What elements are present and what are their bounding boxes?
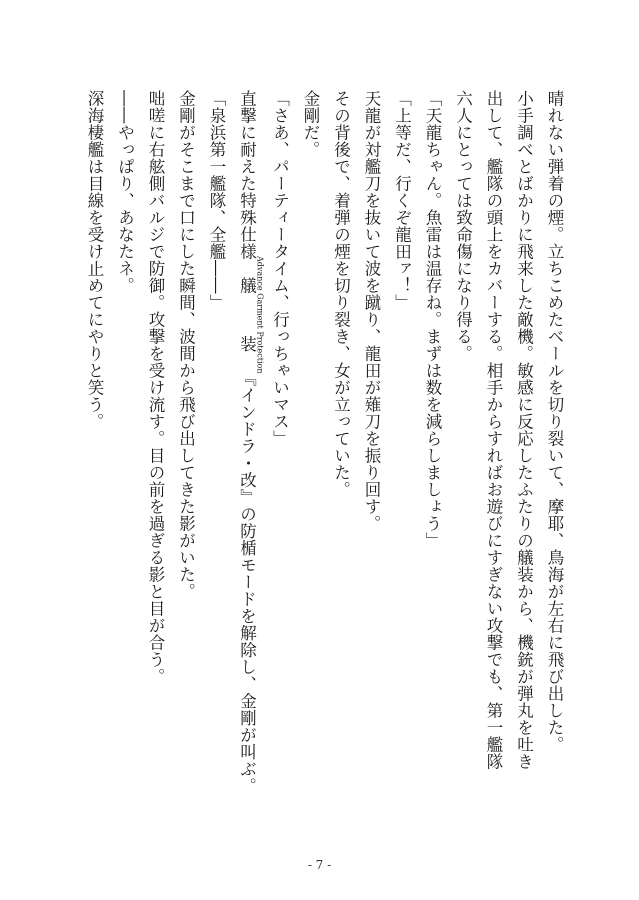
text-line-8: その背後で、着弾の煙を切り裂き、女が立っていた。 — [331, 90, 351, 498]
text-line-7: 天龍が対艦刀を抜いて波を蹴り、龍田が薙刀を振り回す。 — [362, 90, 381, 532]
vertical-text-body — [69, 90, 569, 830]
text-line-ruby — [231, 90, 264, 830]
text-line-2: 小手調べとばかりに飛来した敵機。敏感に反応したふたりの艤装から、機銃が弾丸を吐き — [514, 90, 534, 770]
text-line-13: 金剛がそこまで口にした瞬間、波間から飛び出してきた影がいた。 — [176, 90, 196, 600]
text-line-1: 晴れない弾着の煙。立ちこめたベールを切り裂いて、摩耶、鳥海が左右に飛び出した。 — [545, 90, 564, 753]
ruby-text: Advance Garment Protection — [255, 256, 265, 374]
ruby-line-before: 直撃に耐えた特殊仕様 — [237, 90, 257, 260]
text-line-6: 「上等だ、行くぞ龍田ァ！」 — [392, 90, 412, 311]
text-line-14: 咄嗟に右舷側バルジで防御。攻撃を受け流す。目の前を過ぎる影と目が合う。 — [146, 90, 165, 685]
text-line-9: 金剛だ。 — [301, 90, 320, 158]
text-line-16: 深海棲艦は目線を受け止めてにやりと笑う。 — [85, 90, 104, 430]
text-line-4: 六人にとっては致命傷になり得る。 — [453, 90, 473, 362]
text-line-12: 「泉浜第一艦隊、全艦――」 — [207, 90, 226, 311]
page-number: - 7 - — [307, 858, 332, 872]
text-line-5: 「天龍ちゃん。魚雷は温存ね。まずは数を減らしましょう」 — [423, 90, 442, 549]
text-line-3: 出して、艦隊の頭上をカバーする。相手からすればお遊びにすぎない攻撃でも、第一艦隊 — [484, 90, 503, 770]
ruby-line-after: 『インドラ・改』の防楯モードを解除し、金剛が叫ぶ。 — [237, 369, 257, 795]
text-line-10: 「さあ、パーティータイム、行っちゃいマス」 — [270, 90, 290, 447]
ruby-base: 艤装 — [237, 256, 257, 374]
text-line-15: ――やっぱり、あなたネ。 — [115, 90, 135, 294]
ruby-annotation — [237, 256, 265, 374]
